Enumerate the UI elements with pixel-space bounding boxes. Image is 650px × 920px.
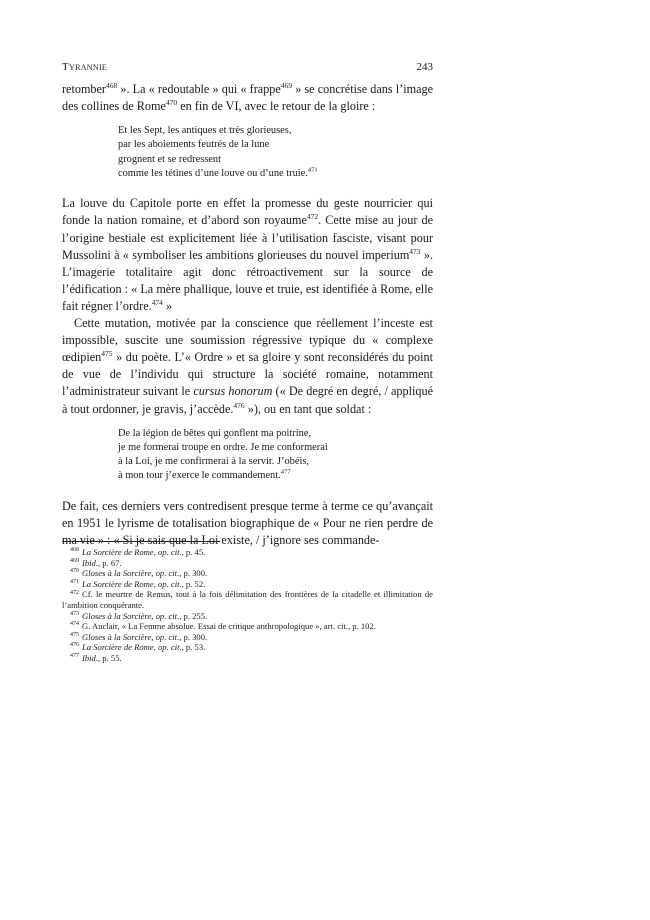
verse-line <box>118 427 433 441</box>
footnote-number: 474 <box>70 621 79 628</box>
footnote <box>62 632 433 643</box>
footnote-number: 473 <box>70 610 79 617</box>
text-run: » <box>162 298 173 313</box>
footnote <box>62 642 433 653</box>
italic-text: op. cit. <box>155 568 180 579</box>
footnote <box>62 653 433 664</box>
note-reference: 472 <box>306 212 319 222</box>
verse-line-text: par les aboiements feutrés de la lune <box>118 139 270 151</box>
footnote-number: 469 <box>70 557 79 564</box>
footnote <box>62 611 433 622</box>
italic-text: op. cit. <box>155 631 180 642</box>
paragraph <box>62 315 433 418</box>
text-run: » se concrétise dans l’image des collines de Rome <box>62 82 433 114</box>
note-reference: 471 <box>307 166 318 174</box>
verse-line-text: Et les Sept, les antiques et très glorieuses, <box>118 125 292 137</box>
verse-line-text: à mon tour j’exerce le commandement. <box>118 470 281 482</box>
italic-text: Gloses à la Sorcière <box>82 568 152 579</box>
text-run: en fin de VI, avec le retour de la gloire : <box>177 99 376 114</box>
text-run: , p. 45. <box>181 547 206 557</box>
text-run: , <box>151 610 156 621</box>
footnote <box>62 558 433 569</box>
note-reference: 469 <box>280 80 293 90</box>
paragraph <box>62 195 433 315</box>
verse-line-text: grognent et se redressent <box>118 153 222 165</box>
text-run: G. Auclair, « La Femme absolue. Essai de critique anthropologique », art. cit., p. 102. <box>82 621 376 632</box>
text-run: , <box>153 578 158 589</box>
main-text <box>62 81 433 549</box>
text-run: ». L’imagerie totalitaire agit donc rétroactivement sur la source de l’édification : « La mère phallique, louve et truie, est identifiée à Rome, elle fait régner l’ordre. <box>62 247 433 313</box>
text-run: , p. 55. <box>98 652 122 663</box>
italic-text: Gloses à la Sorcière <box>82 610 152 621</box>
italic-text: op. cit. <box>157 578 182 589</box>
text-run: , <box>151 568 156 579</box>
text-run: , p. 53. <box>181 642 206 653</box>
note-reference: 476 <box>233 400 245 410</box>
footnote-number: 477 <box>70 653 79 660</box>
text-run: , p. 67. <box>98 557 122 568</box>
text-run: , p. 255. <box>179 610 208 621</box>
verse-line <box>118 153 433 167</box>
verse-quote <box>118 124 433 181</box>
footnote <box>62 579 433 590</box>
italic-text: op. cit. <box>157 642 182 653</box>
verse-line-text: à la Loi, je me confirmerai à la servir. J’obéis, <box>118 456 309 468</box>
note-reference: 475 <box>101 349 113 359</box>
note-reference: 477 <box>280 469 291 477</box>
verse-line <box>118 138 433 152</box>
text-run: , p. 300. <box>179 631 208 642</box>
text-run: De fait, ces derniers vers contredisent presque terme à terme ce qu’avançait en 1951 le lyrisme de totalisation biographique de « Pour ne rien perdre de ma vie » : « Si je sais que la Loi existe, / j’ignore ses commande- <box>62 498 433 547</box>
italic-text: Ibid. <box>82 652 98 663</box>
page-number: 243 <box>416 61 433 73</box>
footnote-number: 475 <box>70 631 79 638</box>
footnote-number: 471 <box>70 578 79 585</box>
text-run: , <box>151 631 156 642</box>
verse-line-text: je me formerai troupe en ordre. Je me conformerai <box>118 441 328 453</box>
text-run: . Cette mise au jour de l’origine bestiale est explicitement liée à l’utilisation fasciste, visant pour Mussolini à « symboliser les ambitions glorieuses du nouvel imperium <box>62 213 433 262</box>
verse-line-text: De la légion de bêtes qui gonflent ma poitrine, <box>118 427 312 439</box>
italic-text: La Sorcière de Rome <box>82 547 154 557</box>
text-run: , <box>153 547 158 557</box>
footnote-number: 468 <box>70 547 79 554</box>
footnote-number: 472 <box>70 589 79 596</box>
text-run: , p. 52. <box>181 578 206 589</box>
footnote <box>62 547 433 558</box>
paragraph <box>62 81 433 115</box>
footnote-number: 476 <box>70 642 79 649</box>
italic-text: cursus honorum <box>193 384 273 399</box>
note-reference: 473 <box>409 246 421 256</box>
verse-quote <box>118 427 433 484</box>
footnote-number: 470 <box>70 568 79 575</box>
italic-text: La Sorcière de Rome <box>82 578 154 589</box>
verse-line <box>118 124 433 138</box>
text-run: ». La « redoutable » qui « frappe <box>117 82 281 96</box>
italic-text: La Sorcière de Rome <box>82 642 154 653</box>
verse-line <box>118 469 433 483</box>
text-run: Cf. le meurtre de Remus, tout à la fois délimitation des frontières de la citadelle et illimitation de l’ambition conquérante. <box>62 589 433 610</box>
text-run: retomber <box>62 82 106 96</box>
text-run: (« De degré en degré, / appliqué à tout ordonner, je gravis, j’accède. <box>62 384 433 416</box>
footnote <box>62 589 433 610</box>
text-run: Cette mutation, motivée par la conscience que réellement l’inceste est impossible, suscite une soumission régressive typique du « complexe œdipien <box>62 316 433 365</box>
footnote <box>62 621 433 632</box>
note-reference: 474 <box>151 297 163 307</box>
verse-line <box>118 455 433 469</box>
note-reference: 470 <box>165 98 178 108</box>
text-run: » du poète. L’« Ordre » et sa gloire y sont reconsidérés du point de vue de l’individu qui structure la société romaine, notamment l’administrateur suivant le <box>62 350 433 399</box>
verse-line-text: comme les tétines d’une louve ou d’une truie. <box>118 168 308 180</box>
text-run: , <box>153 642 158 653</box>
text-run: La louve du Capitole porte en effet la promesse du geste nourricier qui fonde la nation romaine, et d’abord son royaume <box>62 196 433 228</box>
note-reference: 468 <box>106 80 118 90</box>
verse-line <box>118 167 433 181</box>
text-run: , p. 300. <box>179 568 208 579</box>
italic-text: Ibid. <box>82 557 98 568</box>
footnotes <box>62 547 433 664</box>
running-title: Tyrannie <box>62 61 108 73</box>
footnote-separator <box>62 541 220 542</box>
footnote <box>62 568 433 579</box>
verse-line <box>118 441 433 455</box>
italic-text: op. cit. <box>155 610 180 621</box>
italic-text: Gloses à la Sorcière <box>82 631 152 642</box>
text-run: »), ou en tant que soldat : <box>244 401 372 416</box>
italic-text: op. cit. <box>157 547 182 557</box>
